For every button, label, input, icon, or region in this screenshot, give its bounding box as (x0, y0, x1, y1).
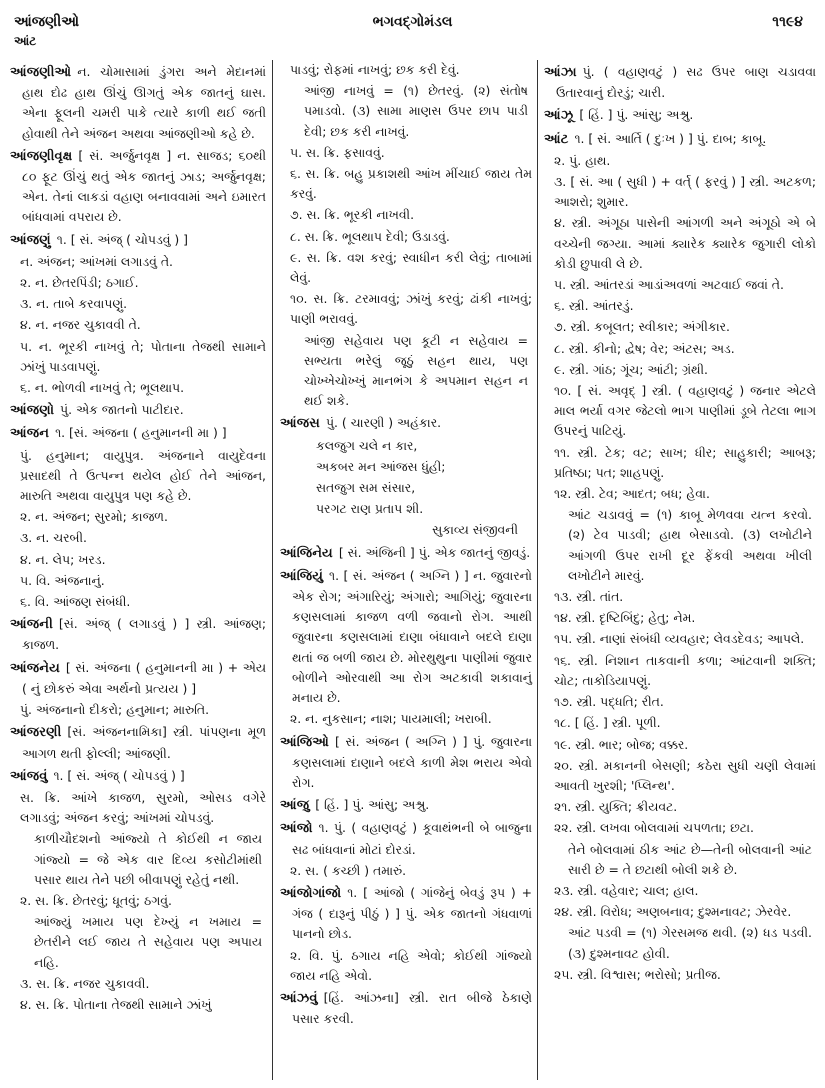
dictionary-entry (280, 795, 532, 816)
sense-line (544, 965, 816, 985)
sense-line (544, 339, 816, 359)
definition-text: ૬. સ્ત્રી. આંતરડું. (554, 298, 634, 314)
definition-text: ૨. સ. ( કચ્છી ) તમારું. (290, 862, 407, 878)
dictionary-entry (10, 766, 266, 787)
headword: આંજન (10, 426, 50, 442)
headword: આંજુ (280, 798, 310, 814)
sense-line (544, 713, 816, 733)
definition-text: ૧૬. સ્ત્રી. નિશાન તાકવાની કળા; આંટવાની શક્તિ; ચોટ; તાકોડિયાપણું. (554, 652, 816, 688)
poem-line (280, 436, 532, 456)
sense-line (10, 294, 266, 314)
column-1 (10, 60, 266, 1016)
sense-line (544, 881, 816, 901)
definition-text: આંજી નાખવું = (૧) છેતરવું. (૨) સંતોષ પમાડવો. (૩) સામા માણસ ઉપર છાપ પાડી દેવી; છક કરી નાખવું. (304, 83, 528, 139)
definition-text: ૩. ન. તાબે કરવાપણું. (20, 296, 128, 312)
dictionary-title: ભગવદ્ગોમંડલ (372, 14, 453, 30)
definition-text: [ સં. અંજન ( અગ્નિ ) ] પું. જુવારના કણસલામાં દાણાને બદલે કાળી મેશ ભરાય એવો રોગ. (292, 733, 532, 790)
dictionary-entry (10, 62, 266, 144)
headword: આંજવું (10, 768, 48, 784)
definition-text: [હિં. આંઝના] સ્ત્રી. રાત બીજે ઠેકાણે પસાર કરવી. (292, 989, 532, 1027)
sense-line (544, 797, 816, 817)
quote-line (544, 923, 816, 963)
definition-text: ૩. સ. ક્રિ. નજર ચુકાવવી. (20, 975, 150, 991)
definition-text: ૧. [ સં. અંજ્ ( ચોપડવું ) ] (56, 231, 189, 247)
sense-line (10, 337, 266, 377)
definition-text: ૨. ન. અંજન; સુરમો; કાજળ. (20, 509, 168, 525)
headword: આંજિનેય (280, 545, 333, 561)
definition-text: ૧. [ સં. અંજ્ ( ચોપડવું ) ] (53, 767, 185, 783)
quote-line (280, 81, 532, 142)
definition-text: ૯. સ્ત્રી. ગાંઠ; ગૂંચ; આંટી; ગ્રંથી. (554, 361, 708, 377)
definition-text: સતજુગ સમ સંસાર, (316, 480, 416, 496)
quote-line (544, 505, 816, 586)
definition-text: ૧૧. સ્ત્રી. ટેક; વટ; સાખ; ધીર; સાહુકારી; આબરૂ; પ્રતિષ્ઠા; પત; શાહપણું. (554, 444, 816, 480)
definition-text: ૧. [સં. અંજના ( હનુમાનની મા ) ] (55, 425, 227, 441)
poem-line (280, 457, 532, 477)
sense-line (544, 151, 816, 171)
definition-text: ૬. ન. ભોળવી નાખવું તે; ભૂલથાપ. (20, 380, 185, 396)
sense-line (544, 296, 816, 316)
sense-line (544, 587, 816, 607)
definition-text: ૮. સ્ત્રી. કીનો; દ્વેષ; વેર; અંટસ; અડ. (554, 340, 735, 356)
quote-line (544, 840, 816, 880)
headword: આંઝવું (280, 990, 318, 1006)
sense-line (10, 315, 266, 335)
definition-text: આંજ્યું ખમાય પણ દેખ્યું ન ખમાય = છેતરીને લઈ જાય તે સહેવાય પણ અપાય નહિ. (34, 914, 262, 970)
dictionary-entry (10, 400, 266, 421)
definition-text: ૨. વિ. પું. ઠગાય નહિ એવો; કોઈથી ગાંજ્યો જાય નહિ એવો. (290, 947, 532, 983)
sense-line (544, 317, 816, 337)
sense-line (280, 709, 532, 729)
sense-line (10, 446, 266, 507)
sense-line (544, 651, 816, 691)
sense-line (280, 861, 532, 881)
headword: આંજનેય (10, 660, 60, 676)
column-3 (544, 60, 816, 986)
definition-text: ૬. વિ. આંજણ સંબંધી. (20, 594, 131, 610)
sense-line (544, 172, 816, 212)
definition-text: ૧૭. સ્ત્રી. પદ્ધતિ; રીત. (554, 694, 664, 710)
sense-line (10, 528, 266, 548)
sense-line (544, 629, 816, 649)
dictionary-entry (280, 818, 532, 859)
definition-text: ૨૦. સ્ત્રી. મકાનની બેસણી; કઠેરા સુધી ચણી લેવામાં આવતી ખુરશી; 'પ્લિન્થ'. (554, 757, 816, 793)
source-line (280, 520, 532, 540)
dictionary-entry (10, 423, 266, 444)
sense-line (544, 275, 816, 295)
sense-line (10, 592, 266, 612)
definition-text: પું. ( વહાણવટું ) સઢ ઉપર બાણ ચડાવવા ઉતારવાનું દોરડું; ચારી. (556, 64, 816, 101)
definition-text: ન. ચોમાસામાં ડુંગરા અને મેદાનમાં હાથ દોઢ હાથ ઊંચું ઊગતું એક જાતનું ઘાસ. એના ફૂલની ચમરી પાકે ત્યારે કાળી થઈ જતી હોવાથી તેને અંજન અથવા આંજણીઓ કહે છે. (22, 64, 266, 141)
headword: આંજિયું (280, 568, 324, 584)
definition-text: ન. અંજન; આંખમાં લગાડવું તે. (20, 253, 173, 269)
definition-text: ૪. સ. ક્રિ. પોતાના તેજથી સામાને ઝાંખું (20, 996, 212, 1012)
definition-text: ૭. સ. ક્રિ. ભૂરકી નાખવી. (290, 207, 415, 223)
headword: આંજણીઓ (10, 65, 72, 80)
sense-line (10, 378, 266, 398)
page-number: ૧૧૯૪ (772, 14, 803, 30)
dictionary-entry (544, 62, 816, 103)
definition-text: પરગટ રાણ પ્રતાપ શી. (316, 501, 424, 517)
sense-line (544, 608, 816, 628)
definition-text: પાડવું; રોફમાં નાખવું; છક કરી દેવું. (290, 62, 460, 77)
sense-line (10, 788, 266, 828)
sense-line (280, 60, 532, 80)
sense-line (10, 891, 266, 911)
definition-text: [સં. અંજ્ ( લગાડવું ) ] સ્ત્રી. આંજણ; કાજળ. (22, 616, 266, 653)
sense-line (280, 164, 532, 204)
definition-text: ૫. સ. ક્રિ. ફસાવવું. (290, 144, 385, 160)
dictionary-entry (10, 146, 266, 228)
definition-text: ૨૫. સ્ત્રી. વિશ્વાસ; ભરોસો; પ્રતીજ. (554, 966, 721, 982)
definition-text: ૪. સ્ત્રી. અંગૂઠા પાસેની આંગળી અને અંગૂઠો એ બે વચ્ચેની જગ્યા. આમાં ક્યારેક ક્યારેક જુગારી લોકો કોડી છુપાવી લે છે. (554, 215, 816, 271)
definition-text: ૩. ન. ચરબી. (20, 530, 87, 546)
definition-text: [ હિં. ] પું. આંસુ; અશ્રુ. (579, 107, 694, 123)
sense-line (544, 360, 816, 380)
definition-text: ૨૪. સ્ત્રી. વિરોધ; અણબનાવ; દુશ્મનાવટ; ઝેરવેર. (554, 904, 792, 920)
definition-text: ૬. સ. ક્રિ. બહુ પ્રકાશથી આંખ મીંચાઈ જાય તેમ કરવું. (290, 166, 532, 202)
quote-line (10, 829, 266, 890)
definition-text: પું. એક જાતનો પાટીદાર. (60, 402, 184, 418)
definition-text: ૫. સ્ત્રી. આંતરડાં આડાંઅવળાં અટવાઈ જવાં તે. (554, 277, 784, 293)
headword: આંઝૂ (544, 108, 574, 124)
poem-line (280, 499, 532, 519)
definition-text: ૧૪. સ્ત્રી. દૃષ્ટિબિંદુ; હેતુ; નેમ. (554, 610, 696, 626)
definition-text: ૯. સ. ક્રિ. વશ કરવું; સ્વાધીન કરી લેવું; તાબામાં લેવું. (290, 249, 532, 286)
sense-line (544, 818, 816, 838)
definition-text: ૭. સ્ત્રી. કબૂલત; સ્વીકાર; અંગીકાર. (554, 319, 730, 335)
sense-line (544, 692, 816, 712)
definition-text: ૮. સ. ક્રિ. ભૂલથાપ દેવી; ઉડાડવું. (290, 228, 450, 244)
definition-text: કલજુગ ચલે ન કાર, (316, 437, 418, 453)
dictionary-entry (10, 658, 266, 699)
definition-text: સુકાવ્ય સંજીવની (432, 522, 518, 538)
definition-text: ૫. વિ. અંજનાનું. (20, 572, 105, 588)
definition-text: સ. ક્રિ. આંખે કાજળ, સુરમો, ઓસડ વગેરે લગાડવું; અંજન કરવું; આંખમાં ચોપડવું. (20, 789, 266, 826)
definition-text: [ સં. અંજના ( હનુમાનની મા ) + એય ( નું છોકરું એવા અર્થનો પ્રત્યય ) ] (22, 659, 266, 696)
definition-text: ૨૨. સ્ત્રી. લખવા બોલવામાં ચપળતા; છટા. (554, 820, 754, 836)
sense-line (10, 995, 266, 1015)
definition-text: ૪. ન. લેપ; ખરડ. (20, 551, 106, 567)
dictionary-entry (10, 722, 266, 763)
sense-line (280, 289, 532, 329)
definition-text: [ સં. અર્જુનવૃક્ષ ] ન. સાજડ; ૬૦થી ૮૦ ફૂટ ઊંચું થતું એક જાતનું ઝાડ; અર્જુનવૃક્ષ; એન. તેનાં લાકડાં વહાણ બનાવવામાં અને ઇમારત બાંધવામાં વપરાય છે. (22, 147, 266, 225)
definition-text: [ હિં. ] પું. આંસુ; અશ્રુ. (315, 797, 430, 813)
definition-text: ૧૯. સ્ત્રી. ભાર; બોજ; વક્કર. (554, 736, 689, 752)
sense-line (544, 213, 816, 274)
definition-text: ૧. પું. ( વહાણવટું ) કૂવાથંભની બે બાજુના સઢ બાંધવાનાં મોટાં દોરડાં. (292, 820, 532, 857)
dictionary-entry (280, 732, 532, 794)
sense-line (280, 205, 532, 225)
sense-line (544, 484, 816, 504)
definition-text: પું. અંજનાનો દીકરો; હનુમાન; મારુતિ. (20, 702, 210, 718)
quote-line (280, 331, 532, 412)
dictionary-entry (544, 129, 816, 150)
running-head-first-word: આંજણીઓ (14, 14, 80, 30)
headword: આંઝા (544, 65, 577, 80)
definition-text: તેને બોલવામાં ઠીક આંટ છે—તેની બોલવાની આંટ સારી છે = તે છટાથી બોલી શકે છે. (568, 841, 812, 877)
definition-text: ૧૦. [ સં. અવૃદ્ ] સ્ત્રી. ( વહાણવટું ) જનાર એટલે માલ ભર્યા વગર જેટલો ભાગ પાણીમાં ડૂબે તેટલા ભાગ ઉપરનું પાટિયું. (554, 383, 816, 439)
sense-line (280, 143, 532, 163)
dictionary-entry (280, 543, 532, 564)
sense-line (280, 248, 532, 288)
poem-line (280, 478, 532, 498)
definition-text: આંટ ચડાવવું = (૧) કાબૂ મેળવવા યત્ન કરવો. (૨) ટેવ પાડવી; હાથ બેસાડવો. (૩) લખોટીને આંગળી ઉપર રાખી દૂર ફેંકવી અથવા ખીલી લખોટીને મારવું. (568, 507, 812, 583)
sense-line (10, 273, 266, 293)
definition-text: ૨૧. સ્ત્રી. યુક્તિ; ક્રીયવટ. (554, 799, 678, 815)
definition-text: ૨. ન. છેતરપિંડી; ઠગાઈ. (20, 275, 139, 291)
column-divider (537, 60, 538, 1080)
column-divider (272, 60, 273, 1080)
dictionary-entry (10, 230, 266, 251)
definition-text: ૨. પું. હાથ. (554, 152, 611, 168)
dictionary-entry (10, 614, 266, 655)
definition-text: પું. હનુમાન; વાયુપુત્ર. અંજનાને વાયુદેવના પ્રસાદથી તે ઉત્પન્ન થયેલ હોઈ તેને આંજન, મારુતિ અથવા વાયુપુત્ર પણ કહે છે. (20, 447, 266, 504)
sense-line (10, 974, 266, 994)
sense-line (280, 946, 532, 986)
headword: આંજરણી (10, 725, 62, 741)
sense-line (10, 550, 266, 570)
definition-text: કાળીચૌદશનો આંજ્યો તે કોઈથી ન જાય ગાંજ્યો = જે એક વાર દિવ્ય કસોટીમાંથી પસાર થાય તેને પછી બીવાપણું રહેતું નથી. (34, 831, 262, 887)
definition-text: ૧. [ સં. અંજન ( અગ્નિ ) ] ન. જુવારનો એક રોગ; અંગારિયું; અંગારો; આગિયું; જુવારના કણસલામાં કાજળ વળી જવાનો રોગ. આથી જુવારના કણસલામાં દાણા બંધાવાને બદલે દાણા થતાં જ બળી જાય છે. મોરથુથુના પાણીમાં જુવાર બોળીને ઓરવાથી આ રોગ અટકાવી શકાવાનું મનાય છે. (292, 567, 532, 706)
definition-text: ૨. ન. નુકસાન; નાશ; પાયમાલી; ખરાબી. (290, 711, 492, 727)
definition-text: ૧૮. [ હિં. ] સ્ત્રી. પૂળી. (554, 715, 661, 731)
column-2 (280, 60, 532, 1030)
definition-text: અકબર મન આંજસ ધુંહી; (316, 458, 446, 474)
dictionary-entry (280, 413, 532, 434)
sense-line (10, 571, 266, 591)
definition-text: ૫. ન. ભૂરકી નાખવું તે; પોતાના તેજથી સામાને ઝાંખું પાડવાપણું. (20, 338, 266, 374)
headword: આંજણું (10, 232, 51, 248)
definition-text: ૧૨. સ્ત્રી. ટેવ; આદત; બધ; હેવા. (554, 486, 710, 502)
definition-text: ૧૩. સ્ત્રી. તાંત. (554, 589, 624, 605)
headword: આંટ (544, 131, 569, 147)
dictionary-entry (280, 566, 532, 708)
definition-text: આંજી સહેવાય પણ કૂટી ન સહેવાય = સભ્યતા ભરેલું જૂઠું સહન થાય, પણ ચોખ્ખેચોખ્ખું માનભંગ કે અપમાન સહન ન થઈ શકે. (304, 332, 528, 409)
quote-line (10, 912, 266, 973)
headword: આંજિઓ (280, 734, 330, 750)
definition-text: પું. ( ચારણી ) અહંકાર. (325, 415, 442, 431)
headword: આંજોગાંજો (280, 885, 342, 901)
headword: આંજની (10, 617, 53, 633)
definition-text: ૩. [ સં. આ ( સુધી ) + વર્ત્ ( ફરવું ) ] સ્ત્રી. અટકળ; આશરો; શુમાર. (554, 174, 816, 210)
definition-text: આંટ પડવી = (૧) ગેરસમજ થવી. (૨) ધડ પડવી. (૩) દુશ્મનાવટ હોવી. (568, 925, 812, 961)
definition-text: ૧. [ સં. આર્તિ ( દુઃખ ) ] પું. દાબ; કાબૂ. (574, 130, 767, 146)
sense-line (10, 507, 266, 527)
dictionary-entry (544, 105, 816, 126)
sense-line (544, 902, 816, 922)
definition-text: ૨૩. સ્ત્રી. વહેવાર; ચાલ; હાલ. (554, 882, 699, 898)
definition-text: [સં. અંજનનામિકા] સ્ત્રી. પાંપણના મૂળ આગળ થતી ફોલ્લી; આંજણી. (22, 724, 266, 761)
sense-line (544, 381, 816, 442)
sense-line (10, 700, 266, 720)
running-head-last-word: આંટ (14, 34, 37, 48)
dictionary-entry (280, 883, 532, 945)
sense-line (280, 227, 532, 247)
definition-text: ૧૦. સ. ક્રિ. ટરમાવવું; ઝાંખું કરવું; ઢાંકી નાખવું; પાણી ભરાવવું. (290, 291, 532, 327)
definition-text: [ સં. અંજિની ] પું. એક જાતનું જીવડું. (338, 544, 531, 560)
definition-text: ૨. સ. ક્રિ. છેતરવું; ધૂતવું; ઠગવું. (20, 892, 172, 908)
headword: આંજણીવૃક્ષ (10, 148, 73, 164)
sense-line (544, 756, 816, 796)
headword: આંજસ (280, 416, 320, 432)
sense-line (544, 443, 816, 483)
sense-line (10, 252, 266, 272)
definition-text: ૪. ન. નજર ચુકાવવી તે. (20, 317, 141, 333)
definition-text: ૧૫. સ્ત્રી. નાણાં સંબંધી વ્યવહાર; લેવડદેવડ; આપલે. (554, 631, 805, 647)
sense-line (544, 735, 816, 755)
headword: આંજણો (10, 403, 55, 419)
dictionary-entry (280, 988, 532, 1029)
definition-text: ૧. [ આંજો ( ગાંજેનું બેવડું રૂપ ) + ગંજ ( દારૂનું પીઠું ) ] પું. એક જાતનો ગંધવાળાં પાનનો છોડ. (292, 884, 532, 942)
headword: આંજો (280, 821, 313, 837)
